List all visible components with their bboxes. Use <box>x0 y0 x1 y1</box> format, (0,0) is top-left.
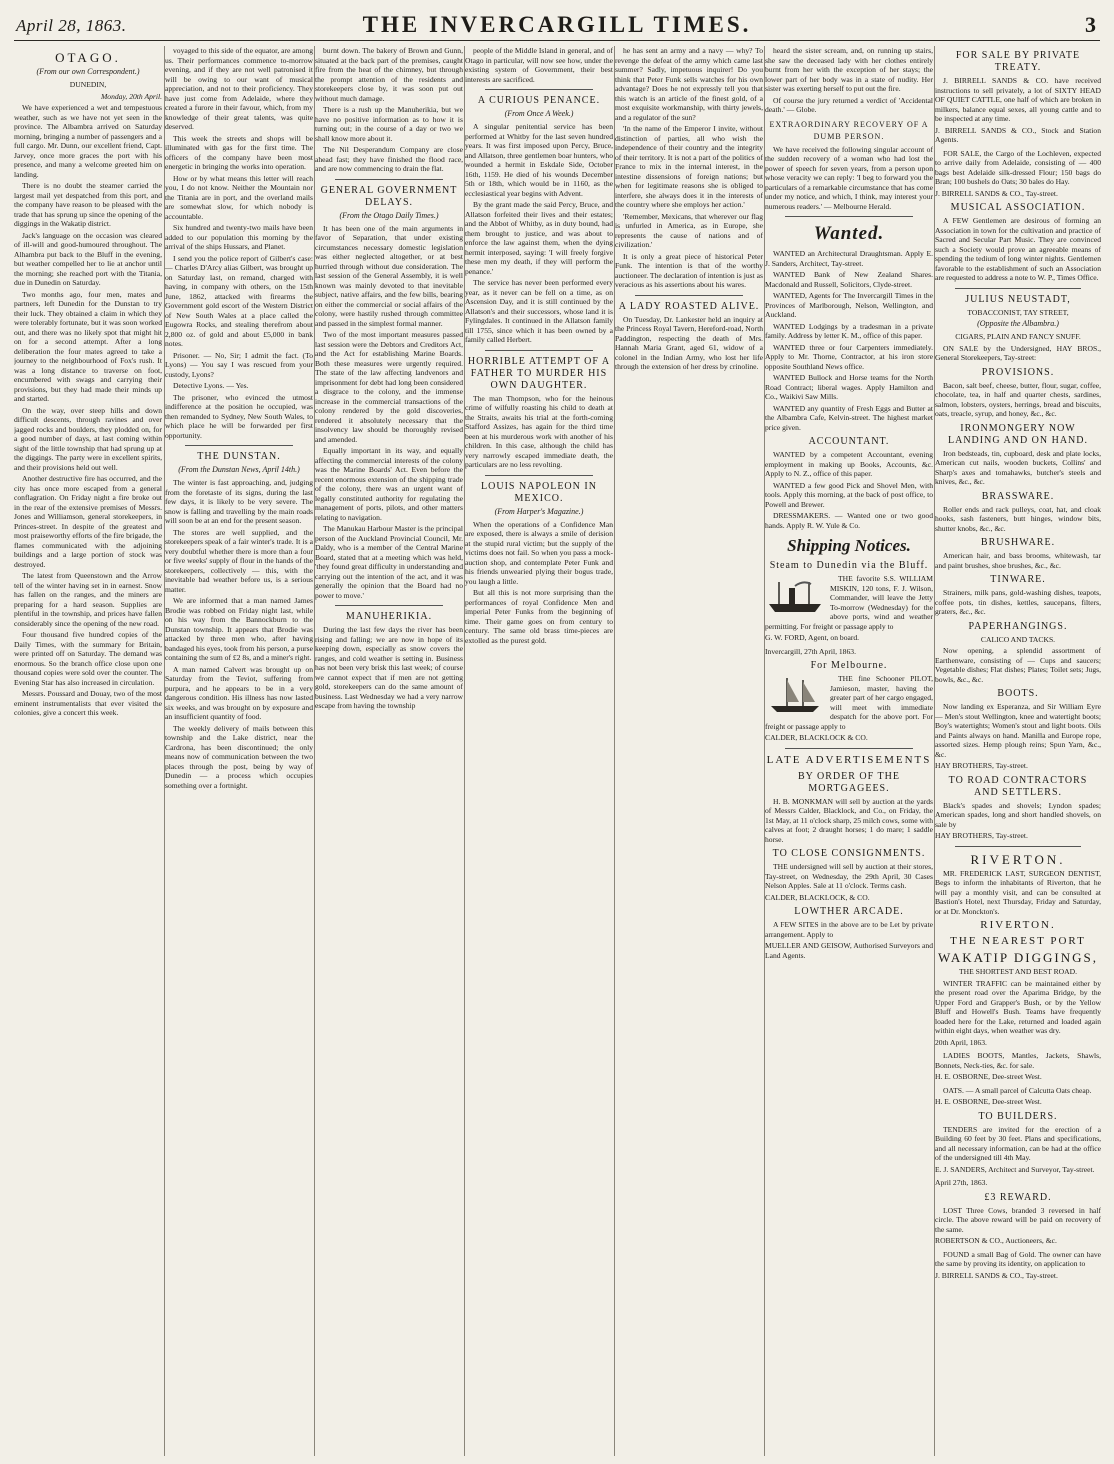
shipping-ad: THE fine Schooner PILOT, Jamieson, master, having the greater part of her cargo engaged, will meet with immediate despatch for the above port. For freight or passage apply to <box>765 674 933 731</box>
ad-heading-lowther: LOWTHER ARCADE. <box>794 906 904 917</box>
ad-signature: J. BIRRELL SANDS & CO., Tay-street. <box>935 188 1058 198</box>
ad-date: April 27th, 1863. <box>935 1178 988 1187</box>
classified-ad: WANTED any quantity of Fresh Eggs and Butter at the Albambra Cafe, Kelvin-street. The highest market price given. <box>765 403 933 432</box>
classified-ad: WANTED Bullock and Horse teams for the North Road Contract; liberal wages. Apply Hamilton and Co., Waikivi Saw Mills. <box>765 373 933 401</box>
article-paragraph: A singular penitential service has been performed at Whitby for the last seven hundred years. It was first imposed upon Percy, Bruce, and Allatson, three gentlemen boar hunters, who wounded a hermit in Eskdale Side, October 16th, 1159. He died of his wounds December 5th or 18th, which would be in 1160, as the ecclesiastical year begins with Advent. <box>465 122 613 198</box>
divider <box>635 295 743 296</box>
goods-list: American hair, and bass brooms, whitewash, tar and paint brushes, shoe brushes, &c., &c. <box>935 551 1101 570</box>
shortest-road: THE SHORTEST AND BEST ROAD. <box>958 967 1078 976</box>
ad-heading-boots: BOOTS. <box>997 688 1039 699</box>
goods-list: Now opening, a splendid assortment of Earthenware, consisting of — Cups and saucers; Vegetable dishes; Flat dishes; Plates; Toilet sets; Jugs, bowls, &c., &c. <box>935 646 1101 684</box>
classified-ad: TENDERS are invited for the erection of a Building 60 feet by 30 feet. Plans and specifications, and all necessary information, can be had at the office of the undersigned till 4th May. <box>935 1124 1101 1162</box>
goods-list: Strainers, milk pans, gold-washing dishes, teapots, coffee pots, tin dishes, kettles, saucepans, filters, graters, &c., &c. <box>935 588 1101 616</box>
classified-ad: Black's spades and shovels; Lyndon spades; American spades, long and short handled shovels, on sale by <box>935 800 1101 829</box>
article-source: (From Harper's Magazine.) <box>494 506 584 516</box>
article-paragraph: A man named Calvert was brought up on Saturday from the Teviot, suffering from purpura, and he appears to be in a very dangerous condition. His illness has now lasted six weeks, and was brought on by exposure and an insufficient quantity of food. <box>165 664 313 721</box>
classified-ad: WANTED a few good Pick and Shovel Men, with tools. Apply this morning, at the back of post office, to Powell and Brewer. <box>765 480 933 509</box>
classified-ad: FOR SALE, the Cargo of the Lochleven, expected to arrive daily from Adelaide, consisting of — 400 bags best Adelaide silk-dressed Flour; 150 bags do Bran; 100 bushels do Oats; 30 bales do Hay. <box>935 148 1101 186</box>
section-heading-riverton: RIVERTON. <box>970 851 1066 867</box>
goods-list: Iron bedsteads, tin, cupboard, desk and plate locks, American cut nails, wooden buckets, Collins' and Sharp's axes and tomahawks, butcher's steels and knives, &c., &c. <box>935 448 1101 486</box>
article-heading-dunstan: THE DUNSTAN. <box>197 451 281 462</box>
article-paragraph: he has sent an army and a navy — why? To revenge the defeat of the army which came last summer? Sadly, impetuous inquirer! Do you think that Peter Funk sells watches for his own advantage? Does he not expressly tell you that this watch is an article of the finest gold, of a most exquisite workmanship, with thirty jewels, and a regulator of the sun? <box>615 46 763 122</box>
goods-list: Roller ends and rack pulleys, coat, hat, and cloak hooks, sash fasteners, butt hinges, window bits, shutter knobs, &c., &c. <box>935 504 1101 533</box>
ad-signature: HAY BROTHERS, Tay-street. <box>935 831 1028 840</box>
column-4 <box>464 46 613 1456</box>
classified-ad: WANTED by a competent Accountant, evening employment in making up Books, Accounts, &c. Apply to N. Z., office of this paper. <box>765 450 933 478</box>
article-paragraph: We have experienced a wet and tempestuous weather, such as we have not yet seen in the province. The Albambra arrived on Saturday morning, bringing a number of passengers and a full cargo. Mr. Dunn, our excellent friend, Capt. Jarvey, once more graces the port with his presence, and many a welcome greeted him on landing. <box>14 103 162 179</box>
article-paragraph: people of the Middle Island in general, and of Otago in particular, will now see how, under the existing system of Government, their best interests are sacrificed. <box>465 46 613 84</box>
article-paragraph: The stores are well supplied, and the storekeepers speak of a fair winter's trade. It is a very doubtful whether there is more than a four or five weeks' supply of flour in the hands of the storekeepers, collectively — this, with the inevitable bad weather before us, is a serious matter. <box>165 527 313 594</box>
classified-ad: WANTED an Architectural Draughtsman. Apply E. J. Sanders, Architect, Tay-street. <box>765 249 933 268</box>
article-paragraph: Four thousand five hundred copies of the Daily Times, with the summary for Britain, were printed off on Saturday. The demand was enormous. So the branch office close upon one thousand copies were sold over the counter. The Evening Star has also increased in circulation. <box>14 630 162 687</box>
article-paragraph: How or by what means this letter will reach you, I do not know. Neither the Mountain nor the Titania are in port, and the overland mails are somewhat slow, for which nobody is accountable. <box>165 173 313 221</box>
article-paragraph: There is no doubt the steamer carried the largest mail yet despatched from this port, and the company have reason to be pleased with the trade that has sprung up since the opening of the diggings in the Wakatip district. <box>14 181 162 228</box>
article-paragraph: Prisoner. — No, Sir; I admit the fact. (To Lyons) — You say I was rescued from your custody, Lyons? <box>165 350 313 379</box>
ad-signature: J. BIRRELL SANDS & CO., Stock and Station Agents. <box>935 125 1101 144</box>
article-paragraph: The service has never been performed every year, as it never can be fell on a time, as on Ascension Day, and it is still continued by the Allatson's and their successors, whose land it is Fylingdales. It continued in the Allatson family till 1755, since which it has been owned by a family called Herbert. <box>465 278 613 344</box>
article-paragraph: When the operations of a Confidence Man are exposed, there is always a smile of derision at the stupid rural victim; but the supply of the victims does not fail. So when you pass a mock-auction shop, and contemplate Peter Funk and his friends unwearied plying their bogus trade, you laugh a little. <box>465 519 613 586</box>
article-heading-dumb-person: EXTRAORDINARY RECOVERY OF A DUMB PERSON. <box>769 119 929 141</box>
article-paragraph: Another destructive fire has occurred, and the city has once more escaped from a general conflagration. On Friday night a fire broke out in the rear of the extensive premises of Messrs. Jones and Williamson, general storekeepers, in Princes-street. In despite of the greatest and most praiseworthy efforts of the fire brigade, the flames communicated with the adjoining buildings and a large portion of stock was destroyed. <box>14 474 162 569</box>
article-paragraph: We are informed that a man named James Brodie was robbed on Friday night last, while on his way from the Bannockburn to the Dunstan township. It appears that Brodie was attacked by three men who, after having bandaged his eyes, took from his person, a purse containing the sum of £2 8s, and a miner's right. <box>165 596 313 662</box>
goods-list: Bacon, salt beef, cheese, butter, flour, sugar, coffee, chocolate, tea, in half and quarter chests, sardines, salmon, lobsters, oysters, herrings, bread and biscuits, oats, treacle, syrup, and honey, &c., &c. <box>935 380 1101 418</box>
classified-ad: DRESSMAKERS. — Wanted one or two good hands. Apply R. W. Yule & Co. <box>765 511 933 530</box>
ad-heading-provisions: PROVISIONS. <box>981 366 1055 378</box>
article-paragraph: We have received the following singular account of the sudden recovery of a woman who had lost the power of speech for seven years, from a person upon whose veracity we can reply: 'I beg to forward you the particulars of a remarkable circumstance that has come under my notice, and which, I think, may interest your numerous readers.' — Melbourne Herald. <box>765 144 933 211</box>
section-heading-shipping: Shipping Notices. <box>787 536 911 555</box>
shipping-ad: THE favorite S.S. WILLIAM MISKIN, 120 tons, F. J. Wilson, Commander, will leave the Jetty To-morrow (Wednesday) for the above ports, wind and weather permitting. For freight or passage apply to <box>765 574 933 631</box>
classified-ad: WANTED, Agents for The Invercargill Times in the Provinces of Marlborough, Nelson, Wellington, and Auckland. <box>765 291 933 319</box>
article-paragraph: But all this is not more surprising than the performances of royal Confidence Men and imperial Peter Funks from the beginning of time. Their game goes on from century to century. The same old brass time-pieces are extolled as the purest gold. <box>465 588 613 645</box>
riverton-title: RIVERTON. <box>980 919 1056 931</box>
column-3 <box>314 46 463 1456</box>
ad-heading-paperhangings: PAPERHANGINGS. <box>968 620 1068 632</box>
auction-ad: H. B. MONKMAN will sell by auction at the yards of Messrs Calder, Blacklock, and Co., on Friday, the 1st May, at 11 o'clock sharp, 25 milch cows, some with calves at foot; 2 draught horses; 1 do mare; 1 saddle horse. <box>765 796 933 844</box>
article-paragraph: Detective Lyons. — Yes. <box>173 381 249 390</box>
article-paragraph: heard the sister scream, and, on running up stairs, she saw the deceased lady with her clothes entirely burnt from her with the exception of her stays; the lower part of her body was in a state of nudity. Her sister was exerting herself to put out the fire. <box>765 46 933 93</box>
divider <box>485 89 593 90</box>
classified-ad: A FEW Gentlemen are desirous of forming an Association in town for the cultivation and practice of Sacred and Secular Part Music. They are convinced such a Society would prove an agreeable means of spending the tedium of long winter nights. Gentlemen favorable to the establishment of such an Association are requested to address a note to W. P., Times Office. <box>935 216 1101 282</box>
ad-heading-accountant: ACCOUNTANT. <box>808 436 890 447</box>
classified-ad: FOUND a small Bag of Gold. The owner can have the same by proving its identity, on application to <box>935 1249 1101 1268</box>
article-heading-penance: A CURIOUS PENANCE. <box>477 95 601 106</box>
article-heading-louis-napoleon: LOUIS NAPOLEON IN MEXICO. <box>481 480 597 504</box>
classified-ad: MR. FREDERICK LAST, SURGEON DENTIST, Begs to inform the inhabitants of Riverton, that he will pay a monthly visit, and can be consulted at Bastion's Hotel, next Thursday, Friday and Saturday, or at Dr. Monckton's. <box>935 868 1101 916</box>
article-heading-lady-roasted: A LADY ROASTED ALIVE. <box>618 300 760 312</box>
ad-heading-melbourne: For Melbourne. <box>810 660 888 671</box>
article-paragraph: Jack's language on the occasion was cleared of ill-will and good-humoured throughout. The Alhambra put back to the Bluff in the evening, but weather compelled her to lie at anchor until the morning; she reached port with the Titania, due in Dunedin on Saturday. <box>14 230 162 287</box>
article-paragraph: There is a rush up the Manuherikia, but we have no positive information as to how it is turning out; in the course of a day or two we shall know more about it. <box>315 105 463 143</box>
classified-ad: WANTED Lodgings by a tradesman in a private family. Address by letter K. M., office of this paper. <box>765 321 933 340</box>
divider <box>335 179 443 180</box>
ad-signature: G. W. FORD, Agent, on board. <box>765 633 860 642</box>
section-heading-wanted: Wanted. <box>813 223 885 244</box>
issue-date: April 28, 1863. <box>16 16 127 35</box>
ad-signature: H. E. OSBORNE, Dee-street West. <box>935 1072 1042 1081</box>
classified-ad: WANTED three or four Carpenters immediately. Apply to Mr. Thorne, Contractor, at his iron store opposite Southland News office. <box>765 342 933 371</box>
dateline-place: DUNEDIN, <box>69 80 107 89</box>
classified-ad: A FEW SITES in the above are to be Let by private arrangement. Apply to <box>765 920 933 939</box>
ad-heading-brassware: BRASSWARE. <box>981 490 1055 502</box>
auction-ad: THE undersigned will sell by auction at their stores, Tay-street, on Wednesday, the 29th April, 30 Cases Nelson Apples. Sale at 11 o'clock. Terms cash. <box>765 862 933 890</box>
business-goods: CIGARS, PLAIN AND FANCY SNUFF. <box>955 332 1081 341</box>
divider <box>185 445 293 446</box>
ad-signature: CALDER, BLACKLOCK & CO. <box>765 733 868 742</box>
article-paragraph: Two months ago, four men, mates and partners, left Dunedin for the Dunstan to try their luck. They obtained a claim in which they were tolerably fortunate, but it was soon worked out, and there was no likely spot that might hit on for a second attempt. After a long deliberation the four mates agreed to take a journey to the neighbourhood of Fox's rush. It was a long distance to traverse on foot, encumbered with swags and carrying their provisions, but they had made their minds up and started. <box>14 289 162 403</box>
column-7 <box>934 46 1101 1456</box>
column-1 <box>14 46 162 1456</box>
ad-heading-builders: TO BUILDERS. <box>978 1110 1058 1122</box>
article-paragraph: The winter is fast approaching, and, judging from the foretaste of its signs, during the last few days, it is likely to be very severe. The snow is falling and travelling by the main roads will soon be at an end for the present season. <box>165 478 313 525</box>
ad-heading-ironmongery: IRONMONGERY NOW LANDING AND ON HAND. <box>948 422 1088 446</box>
wakatip-diggings: WAKATIP DIGGINGS, <box>938 950 1098 965</box>
article-paragraph: The latest from Queenstown and the Arrow tell of the winter having set in in earnest. Snow has fallen on the ranges, and the miners are preparing for a hard season. Supplies are plentiful in the township, and prices have fallen considerably since the opening of the new road. <box>14 571 162 628</box>
business-trade: TOBACCONIST, TAY STREET, <box>967 307 1069 317</box>
classified-ad: J. BIRRELL SANDS & CO. have received instructions to sell privately, a lot of SIXTY HEAD OF QUIET CATTLE, one half of which are broken in milkers, balance equal sexes, all young cattle and to be inspected at any time. <box>935 76 1101 123</box>
article-paragraph: Equally important in its way, and equally affecting the commercial interests of the colony was the Marine Boards' Act. Even before the recent enormous extension of the shipping trade of the colony, there was an urgent want of legally constituted authority for regulating the management of ports, pilots, and other matters relating to navigation. <box>315 446 463 522</box>
column-6 <box>764 46 933 1456</box>
classified-ad: WANTED Bank of New Zealand Shares. Macdonald and Russell, Solicitors, Clyde-street. <box>765 270 933 289</box>
divider <box>485 475 593 476</box>
ad-signature: ROBERTSON & CO., Auctioneers, &c. <box>935 1236 1057 1245</box>
article-heading-manuherikia: MANUHERIKIA. <box>345 611 433 622</box>
ad-heading-reward: £3 REWARD. <box>984 1191 1052 1203</box>
ad-heading-consignments: TO CLOSE CONSIGNMENTS. <box>772 848 926 859</box>
article-source: (From Once A Week.) <box>504 109 574 118</box>
article-source: (From our own Correspondent.) <box>36 67 140 76</box>
article-paragraph: This week the streets and shops will be illuminated with gas for the first time. The officers of the company have been most energetic in bringing the works into operation. <box>165 133 313 171</box>
ad-date: Invercargill, 27th April, 1863. <box>765 646 856 656</box>
classified-ad: OATS. — A small parcel of Calcutta Oats cheap. <box>943 1085 1092 1095</box>
ad-heading-tinware: TINWARE. <box>990 574 1046 585</box>
schooner-icon <box>765 676 825 716</box>
classified-ad: ON SALE by the Undersigned, HAY BROS., General Storekeepers, Tay-street: <box>935 343 1101 362</box>
article-heading-delays: GENERAL GOVERNMENT DELAYS. <box>320 184 458 208</box>
article-paragraph: Messrs. Poussard and Douay, two of the most eminent instrumentalists that ever visited the colonies, give a concert this week. <box>14 689 162 717</box>
steamship-icon <box>765 576 825 616</box>
ad-heading-road-contractors: TO ROAD CONTRACTORS AND SETTLERS. <box>948 774 1088 798</box>
article-paragraph: On the way, over steep hills and down difficult descents, through ravines and over jagged rocks and boulders, they plodded on, for a good number of days, at last coming within sight of the little township that had sprung up at the diggings. The party were in excellent spirits, and their provisions held out well. <box>14 405 162 472</box>
classified-ad: WINTER TRAFFIC can be maintained either by the present road over the Aparima Bridge, by the Upper Ford and Grapper's Bush, or by the Yellow Bluff and Howell's Bush. Teams have frequently loaded here for the Lake, returned and loaded again within eight days, when weather was dry. <box>935 978 1101 1035</box>
article-paragraph: Two of the most important measures passed last session were the Debtors and Creditors Act, and the Act for establishing Marine Boards. Both these measures were urgently required. The state of the law affecting landvenors and imprisonment for debt had long been considered a disgrace to the colony, and the immense increase in the commercial transactions of the colony rendered by the gold discoveries, rendered it absolutely necessary that the insolvency law should be thoroughly revised and amended. <box>315 330 463 444</box>
ad-signature: E. J. SANDERS, Architect and Surveyor, Tay-street. <box>935 1164 1095 1174</box>
ad-date: 20th April, 1863. <box>935 1037 987 1047</box>
article-paragraph: 'Remember, Mexicans, that wherever our flag is unfurled in America, as in Europe, she represents the cause of nations and of civilization.' <box>615 211 763 249</box>
divider <box>955 288 1081 289</box>
divider <box>485 350 593 351</box>
article-paragraph: The Manukau Harbour Master is the principal person of the Auckland Provincial Council, Mr. Daldy, who is a member of the Central Marine Board, stated that at a meeting which was held, 'they found great difficulty in understanding and carrying out the intention of the act, and it was generally the opinion that the Board had no power to move.' <box>315 524 463 600</box>
ad-heading-musical: MUSICAL ASSOCIATION. <box>950 202 1086 213</box>
article-paragraph: burnt down. The bakery of Brown and Gunn, situated at the back part of the premises, caught fire from the heat of the chimney, but through the prompt attention of the residents and storekeepers close by, it was soon put out without much damage. <box>315 46 463 103</box>
divider <box>335 605 443 606</box>
ad-heading-private-treaty: FOR SALE BY PRIVATE TREATY. <box>955 50 1081 73</box>
article-paragraph: During the last few days the river has been rising and falling; we are now in hope of its keeping down, especially as snow covers the ranges, and cold weather is setting in. Business has not been very brisk this last week; of course we cannot expect that if men are not getting gold, storekeepers can do the same amount of business. Last Wednesday we had a very narrow escape from having the township <box>315 625 463 710</box>
nearest-port: THE NEAREST PORT <box>950 935 1086 947</box>
article-source: (From the Dunstan News, April 14th.) <box>178 465 300 474</box>
article-paragraph: The weekly delivery of mails between this township and the Lake district, near the Cardrona, has been discontinued; the only means now of communication between the two places through the post, being by way of Dunedin — a process which occupies something over a fortnight. <box>165 723 313 790</box>
business-location: (Opposite the Albambra.) <box>977 319 1059 328</box>
ad-signature: CALDER, BLACKLOCK, & CO. <box>765 892 870 902</box>
ad-heading-brushware: BRUSHWARE. <box>980 537 1056 548</box>
article-paragraph: It has been one of the main arguments in favor of Separation, that under existing circumstances necessary domestic legislation was either neglected altogether, or at best hurried through without due consideration. The last session of the General Assembly, it is well known was mainly devoted to that inevitable subject, native affairs, and the few bills, bearing on either the commercial or social affairs of the colony, were hastily rushed through committee and passed in the simplest formal manner. <box>315 223 463 328</box>
article-paragraph: voyaged to this side of the equator, are among us. Their performances commence to-morrow evening, and if they are not well patronised it will be owing to our want of musical appreciation, and not to their proficiency. They have just come from Adelaide, where they created a furore in their favour, which, from my knowledge of their great talents, was quite deserved. <box>165 46 313 131</box>
article-paragraph: It is only a great piece of historical Peter Funk. The intention is that of the worthy auctioneer. The declaration of intention is just as veracious as his assertions about his wares. <box>615 251 763 289</box>
ad-signature: MUELLER AND GEISOW, Authorised Surveyors and Land Agents. <box>765 941 933 960</box>
column-2 <box>164 46 313 1456</box>
article-paragraph: 'In the name of the Emperor I invite, without distinction of parties, all who wish the independence of their country and the integrity of their territory. It is not a part of the politics of France to mix in the internal interest, in the intestine dissensions of foreign nations; but when for legitimate reasons she is obliged to interfere, she always does it in the interests of the country where she employs her action.' <box>615 124 763 209</box>
article-paragraph: I send you the police report of Gilbert's case: — Charles D'Arcy alias Gilbert, was brought up on Saturday last, on remand, charged with having, in company with others, on the 15th June, 1862, attacked with firearms the Government gold escort of the Western District of New South Wales at a place called the Eugowra Rocks, and stealing therefrom about 2,800 oz. of gold and about £5,000 in bank notes. <box>165 253 313 348</box>
classified-ad: LADIES BOOTS, Mantles, Jackets, Shawls, Bonnets, Neck-ties, &c. for sale. <box>935 1051 1101 1070</box>
paper-title: THE INVERCARGILL TIMES. <box>362 12 752 37</box>
ad-signature: HAY BROTHERS, Tay-street. <box>935 761 1028 770</box>
article-heading-otago: OTAGO. <box>55 50 121 65</box>
divider <box>785 216 913 217</box>
ad-signature: J. BIRRELL SANDS & CO., Tay-street. <box>935 1270 1058 1280</box>
column-5 <box>614 46 763 1456</box>
divider <box>785 748 913 749</box>
ad-heading-steam: Steam to Dunedin via the Bluff. <box>769 560 929 571</box>
ad-heading-neustadt: JULIUS NEUSTADT, <box>965 293 1071 305</box>
ad-heading-mortgagees: BY ORDER OF THE MORTGAGEES. <box>798 770 900 794</box>
section-heading-late-ads: LATE ADVERTISEMENTS <box>766 753 932 766</box>
article-source: (From the Otago Daily Times.) <box>339 210 439 220</box>
goods-list: Now landing ex Esperanza, and Sir William Eyre — Men's stout Wellington, knee and watertight boots; Boy's watertights; Women's stout and light boots. Oils and Paints always on hand. Manilla and Europe rope, assorted sizes. Hemp plough reins; Spun Yarn, &c., &c. <box>935 702 1101 759</box>
dateline-date: Monday, 20th April. <box>100 91 162 101</box>
article-paragraph: By the grant made the said Percy, Bruce, and Allatson forfeited their lives and their estates; and the Abbot of Whitby, as in duty bound, had them brought to justice, and was about to enforce the law against them, when the dying hermit interposed, saying: 'I will freely forgive these men my death, if they will perform the penance.' <box>465 200 613 276</box>
ad-signature: H. E. OSBORNE, Dee-street West. <box>935 1097 1042 1106</box>
classified-ad: LOST Three Cows, branded 3 reversed in half circle. The above reward will be paid on recovery of the same. <box>935 1205 1101 1234</box>
article-paragraph: On Tuesday, Dr. Lankester held an inquiry at the Princess Royal Tavern, Hereford-road, North Paddington, respecting the death of Mrs. Hannah Maria Grant, aged 61, widow of a colonel in the Indian Army, who lost her life through the extension of her dress by crinoline. <box>615 314 763 371</box>
divider <box>955 846 1081 847</box>
goods-line: CALICO AND TACKS. <box>980 634 1056 644</box>
page-number: 3 <box>1085 12 1096 37</box>
article-heading-horrible: HORRIBLE ATTEMPT OF A FATHER TO MURDER HIS OWN DAUGHTER. <box>467 355 611 391</box>
masthead <box>14 10 1100 41</box>
article-paragraph: Of course the jury returned a verdict of 'Accidental death.' — Globe. <box>765 95 933 114</box>
article-paragraph: Six hundred and twenty-two mails have been added to our population this morning by the arrival of the ships Hussars, and Planet. <box>165 223 313 251</box>
article-paragraph: The man Thompson, who for the heinous crime of wilfully roasting his child to death at the Straits, awaits his trial at the forth-coming Stafford Assizes, has again for the third time been at his murderous work with another of his children. In this case, although the child has very narrowly escaped immediate death, the particulars are no less revolting. <box>465 393 613 469</box>
article-paragraph: The prisoner, who evinced the utmost indifference at the position he occupied, was then remanded to Sydney, New South Wales, to which place he will be forwarded per first opportunity. <box>165 392 313 440</box>
article-paragraph: The Nil Desperandum Company are close ahead fast; they have finished the flood race, and are now commencing to drain the flat. <box>315 145 463 173</box>
